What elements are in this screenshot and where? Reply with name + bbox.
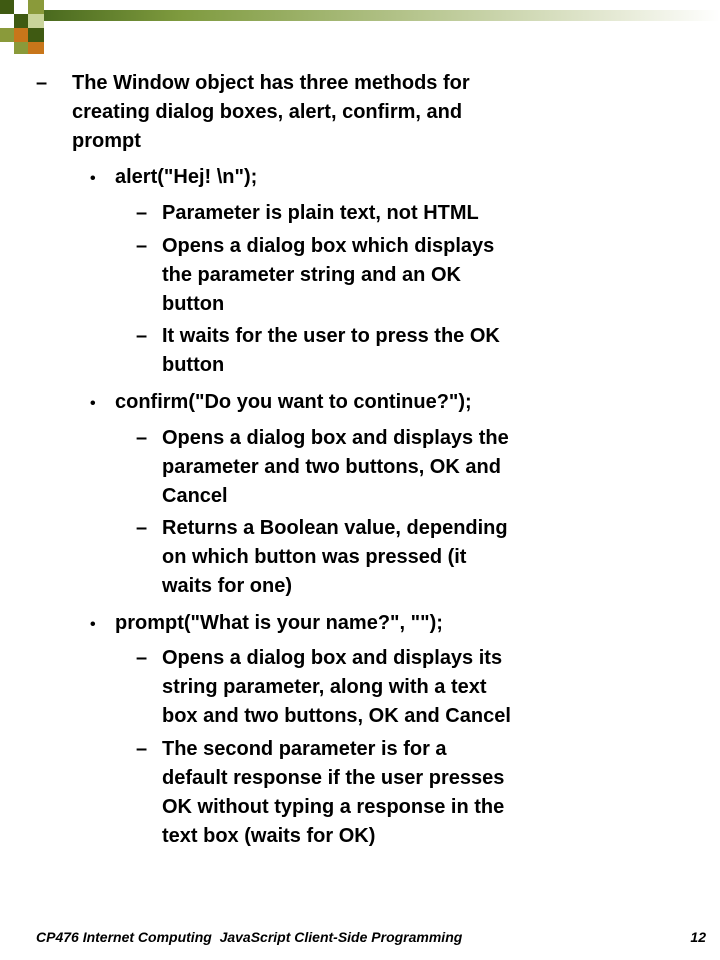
footer-page-number: 12 (690, 929, 706, 945)
method-bullet: • (90, 170, 96, 187)
detail-line: button (162, 293, 225, 315)
header-gradient-bar (44, 10, 720, 21)
detail-line: OK without typing a response in the (162, 796, 505, 818)
detail-line: button (162, 354, 225, 376)
method-signature-alert: alert("Hej! \n"); (115, 166, 258, 188)
intro-line: The Window object has three methods for (72, 72, 470, 94)
detail-line: string parameter, along with a text (162, 676, 487, 698)
detail-dash-marker: – (136, 325, 148, 347)
intro-line: prompt (72, 130, 141, 152)
mosaic-square (14, 28, 28, 42)
detail-dash-marker: – (136, 202, 148, 224)
detail-dash-marker: – (136, 738, 148, 760)
detail-line: the parameter string and an OK (162, 264, 461, 286)
method-signature-prompt: prompt("What is your name?", ""); (115, 612, 443, 634)
detail-line: default response if the user presses (162, 767, 505, 789)
detail-line: Returns a Boolean value, depending (162, 517, 508, 539)
mosaic-square (14, 14, 28, 28)
detail-dash-marker: – (136, 517, 148, 539)
detail-line: Opens a dialog box and displays its (162, 647, 503, 669)
slide-corner-mosaic (0, 0, 52, 56)
detail-line: Cancel (162, 485, 228, 507)
method-signature-confirm: confirm("Do you want to continue?"); (115, 391, 472, 413)
detail-line: waits for one) (162, 575, 293, 597)
mosaic-square (28, 42, 44, 54)
detail-line: Parameter is plain text, not HTML (162, 202, 479, 224)
intro-line: creating dialog boxes, alert, confirm, and (72, 101, 463, 123)
detail-line: text box (waits for OK) (162, 825, 376, 847)
mosaic-square (28, 28, 44, 42)
mosaic-square (14, 42, 28, 54)
mosaic-square (0, 28, 14, 42)
detail-dash-marker: – (136, 235, 148, 257)
detail-dash-marker: – (136, 427, 148, 449)
detail-line: Opens a dialog box which displays (162, 235, 495, 257)
mosaic-square (0, 14, 14, 28)
mosaic-square (14, 0, 28, 14)
mosaic-square (28, 0, 44, 14)
method-bullet: • (90, 395, 96, 412)
detail-line: It waits for the user to press the OK (162, 325, 500, 347)
detail-line: on which button was pressed (it (162, 546, 467, 568)
detail-line: Opens a dialog box and displays the (162, 427, 509, 449)
footer-course-title: CP476 Internet Computing JavaScript Client-Side Programming (36, 929, 463, 945)
detail-line: The second parameter is for a (162, 738, 447, 760)
mosaic-square (28, 14, 44, 28)
detail-line: box and two buttons, OK and Cancel (162, 705, 511, 727)
intro-dash-marker: – (36, 72, 48, 94)
detail-line: parameter and two buttons, OK and (162, 456, 501, 478)
method-bullet: • (90, 616, 96, 633)
mosaic-square (0, 0, 14, 14)
detail-dash-marker: – (136, 647, 148, 669)
